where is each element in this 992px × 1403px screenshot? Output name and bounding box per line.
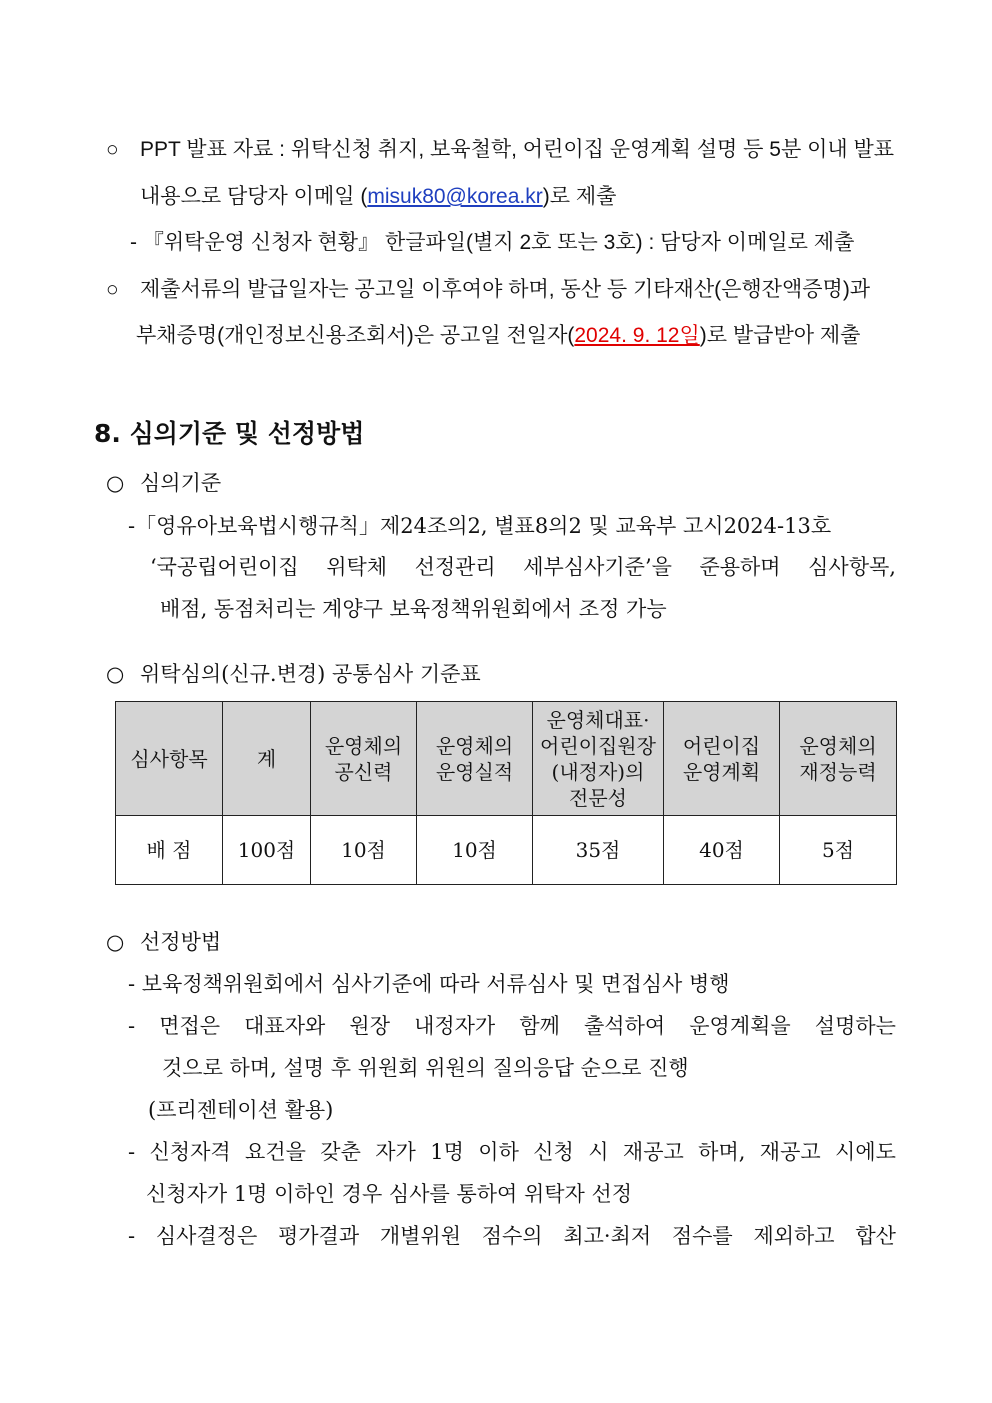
word: 합산 [855, 1224, 896, 1248]
table-header-row [116, 702, 897, 816]
word: 시에도 [835, 1140, 896, 1164]
word: 심사결정은 [155, 1224, 258, 1248]
header-line: 운영체의 [435, 733, 514, 758]
criteria-line2 [150, 552, 896, 582]
docs-line1: 제출서류의 발급일자는 공고일 이후여야 하며, 동산 등 기타재산(은행잔액증명)과 [140, 278, 871, 301]
selection-item3-line2: 신청자가 1명 이하인 경우 심사를 통하여 위탁자 선정 [146, 1182, 633, 1206]
word: 점수의 [481, 1224, 543, 1248]
table-title: 위탁심의(신규.변경) 공통심사 기준표 [140, 662, 481, 686]
docs-line2 [136, 321, 860, 351]
selection-item2-line2: 것으로 하며, 설명 후 위원회 위원의 질의응답 순으로 진행 [162, 1056, 689, 1080]
word: 출석하여 [584, 1014, 666, 1038]
header-cell [533, 702, 664, 816]
word: 세부심사기준’을 [523, 555, 672, 579]
word: ‘국공립어린이집 [150, 555, 299, 579]
selection-item3-line1 [128, 1137, 896, 1167]
value-cell: 5점 [780, 816, 897, 885]
header-line: 운영체의 [799, 733, 877, 758]
word: 이하 [478, 1140, 519, 1164]
word: 갖춘 [320, 1140, 361, 1164]
word: 선정관리 [414, 555, 496, 579]
header-cell [780, 702, 897, 816]
header-line: 공신력 [334, 759, 393, 784]
criteria-title: 심의기준 [140, 471, 222, 495]
table-bullet: ○ [106, 662, 125, 686]
word: 심사항목, [808, 555, 896, 579]
word: 자가 [375, 1140, 416, 1164]
ppt-cont-before: 내용으로 담당자 이메일 ( [140, 185, 368, 208]
header-line: (내정자)의 [551, 759, 645, 784]
word: 위탁체 [326, 555, 388, 579]
header-line: 전문성 [569, 785, 627, 810]
ppt-sub-item: - 『위탁운영 신청자 현황』 한글파일(별지 2호 또는 3호) : 담당자 이메일로 제출 [130, 231, 855, 254]
word: 재공고 [622, 1140, 684, 1164]
word: 신청 [533, 1140, 574, 1164]
selection-item4-line1 [128, 1221, 896, 1251]
header-line: 운영체대표· [546, 707, 650, 732]
word: 신청자격 [149, 1140, 231, 1164]
word: 시 [588, 1140, 609, 1164]
header-line: 계 [256, 746, 277, 771]
docs-line2-after: )로 발급받아 제출 [699, 324, 861, 347]
ppt-bullet: ○ [106, 138, 119, 161]
word: 함께 [519, 1014, 560, 1038]
issue-date: 2024. 9. 12일 [574, 324, 700, 347]
value-cell: 35점 [533, 816, 664, 885]
criteria-table [115, 701, 897, 885]
ppt-continuation [140, 182, 616, 212]
word: 요건을 [245, 1140, 306, 1164]
table-row [116, 816, 897, 885]
word: 평가결과 [277, 1224, 360, 1248]
word: 준용하며 [699, 555, 781, 579]
word: 제외하고 [753, 1224, 835, 1248]
header-line: 어린이집원장 [540, 733, 656, 758]
header-line: 심사항목 [130, 746, 208, 771]
criteria-line1: -「영유아보육법시행규칙」제24조의2, 별표8의2 및 교육부 고시2024-13호 [128, 514, 832, 538]
ppt-cont-after: )로 제출 [542, 185, 617, 208]
word: 운영계획을 [689, 1014, 791, 1038]
word: 최고·최저 [563, 1224, 652, 1248]
header-cell [223, 702, 311, 816]
word: 내정자가 [414, 1014, 496, 1038]
word: - [128, 1224, 136, 1248]
value-cell: 10점 [311, 816, 417, 885]
docs-bullet: ○ [106, 278, 119, 301]
header-cell [311, 702, 417, 816]
value-cell: 10점 [417, 816, 533, 885]
selection-bullet: ○ [106, 930, 125, 954]
selection-item2-line3: (프리젠테이션 활용) [148, 1098, 334, 1122]
header-line: 운영계획 [682, 759, 761, 784]
word: 1명 [430, 1140, 464, 1164]
word: 개별위원 [379, 1224, 462, 1248]
word: 원장 [349, 1014, 390, 1038]
header-cell [116, 702, 223, 816]
section-heading: 8. 심의기준 및 선정방법 [94, 419, 365, 448]
selection-item1: - 보육정책위원회에서 심사기준에 따라 서류심사 및 면접심사 병행 [128, 972, 730, 996]
value-cell: 100점 [223, 816, 311, 885]
row-label-cell: 배 점 [116, 816, 223, 885]
word: 대표자와 [244, 1014, 326, 1038]
word: - [128, 1140, 136, 1164]
word: 재공고 [759, 1140, 821, 1164]
word: 면접은 [159, 1014, 221, 1038]
email-link[interactable]: misuk80@korea.kr [367, 185, 543, 208]
word: 설명하는 [814, 1014, 896, 1038]
docs-line2-before: 부채증명(개인정보신용조회서)은 공고일 전일자( [136, 324, 575, 347]
criteria-bullet: ○ [106, 471, 125, 495]
word: 점수를 [671, 1224, 733, 1248]
value-cell: 40점 [664, 816, 780, 885]
header-line: 운영체의 [324, 733, 403, 758]
header-cell [417, 702, 533, 816]
selection-title: 선정방법 [140, 930, 222, 954]
ppt-line: PPT 발표 자료 : 위탁신청 취지, 보육철학, 어린이집 운영계획 설명 등 5분 이내 발표 [140, 138, 895, 161]
word: - [128, 1014, 136, 1038]
header-cell [664, 702, 780, 816]
selection-item2-line1 [128, 1011, 896, 1041]
header-line: 재정능력 [799, 759, 877, 784]
header-line: 운영실적 [435, 759, 514, 784]
header-line: 어린이집 [682, 733, 761, 758]
word: 하며, [698, 1140, 746, 1164]
criteria-line3: 배점, 동점처리는 계양구 보육정책위원회에서 조정 가능 [160, 597, 667, 621]
